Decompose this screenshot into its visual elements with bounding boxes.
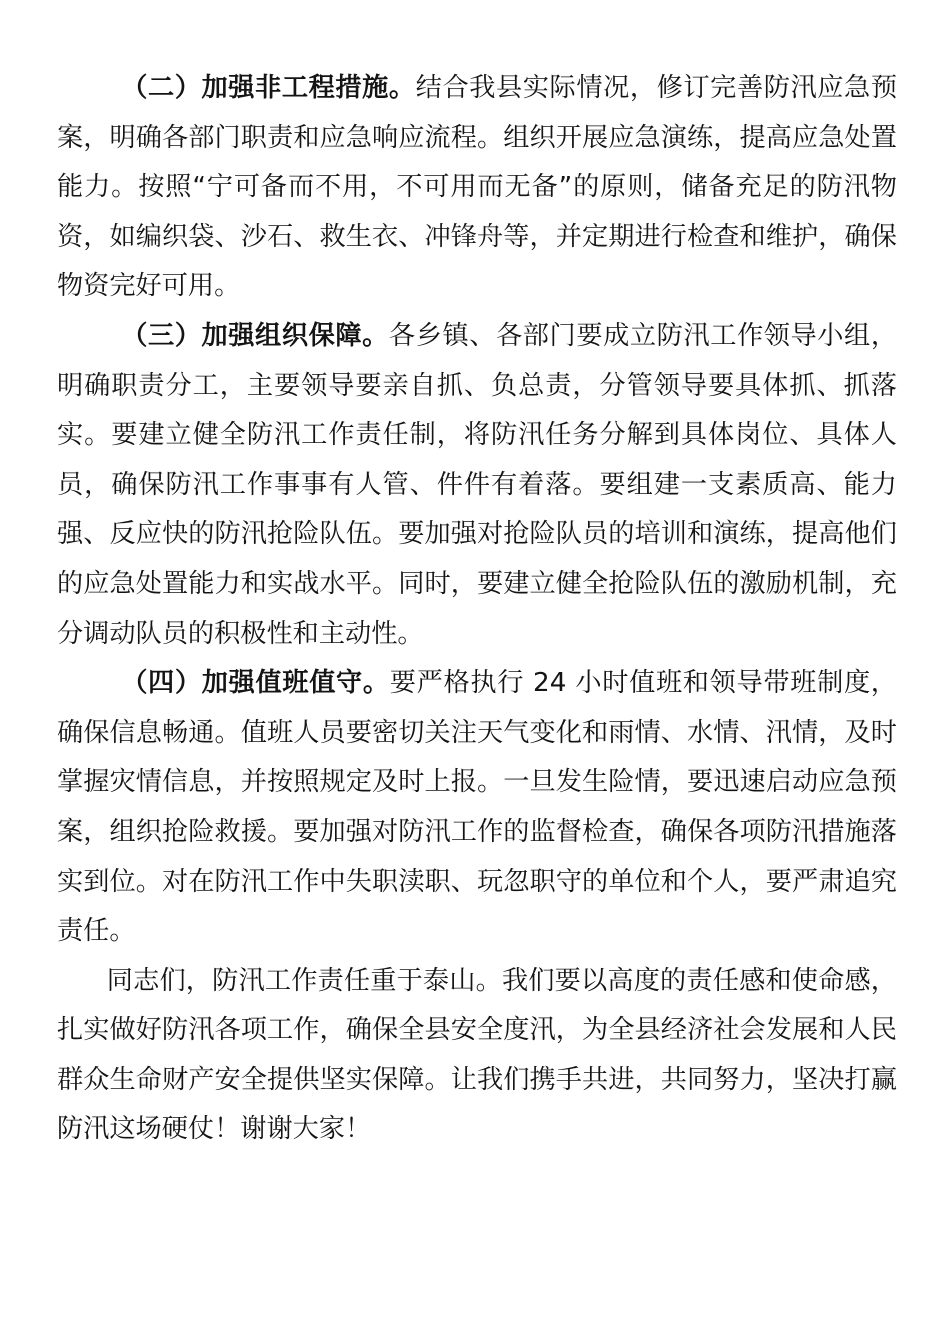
paragraph-body: 要严格执行 24 小时值班和领导带班制度，确保信息畅通。值班人员要密切关注天气变化和雨情、水情、汛情，及时掌握灾情信息，并按照规定及时上报。一旦发生险情，要迅速启动应急预案，组织抢险救援。要加强对防汛工作的监督检查，确保各项防汛措施落实到位。对在防汛工作中失职渎职、玩忽职守的单位和个人，要严肃追究责任。 [57, 668, 897, 947]
paragraph-body: 各乡镇、各部门要成立防汛工作领导小组，明确职责分工，主要领导要亲自抓、负总责，分管领导要具体抓、抓落实。要建立健全防汛工作责任制，将防汛任务分解到具体岗位、具体人员，确保防汛工作事事有人管、件件有着落。要组建一支素质高、能力强、反应快的防汛抢险队伍。要加强对抢险队员的培训和演练，提高他们的应急处置能力和实战水平。同时，要建立健全抢险队伍的激励机制，充分调动队员的积极性和主动性。 [57, 320, 898, 649]
paragraph-organization-guarantee [57, 312, 897, 659]
paragraph-non-engineering-measures [57, 64, 897, 312]
paragraph-body: 同志们，防汛工作责任重于泰山。我们要以高度的责任感和使命感，扎实做好防汛各项工作，确保全县安全度汛，为全县经济社会发展和人民群众生命财产安全提供坚实保障。让我们携手共进，共同努力，坚决打赢防汛这场硬仗！谢谢大家！ [57, 965, 897, 1145]
paragraph-closing-remarks [57, 957, 897, 1155]
paragraph-body: 结合我县实际情况，修订完善防汛应急预案，明确各部门职责和应急响应流程。组织开展应急演练，提高应急处置能力。按照“宁可备而不用，不可用而无备”的原则，储备充足的防汛物资，如编织袋、沙石、救生衣、冲锋舟等，并定期进行检查和维护，确保物资完好可用。 [57, 73, 898, 302]
paragraph-heading: （三）加强组织保障。 [121, 320, 389, 351]
paragraph-heading: （四）加强值班值守。 [121, 668, 390, 699]
document-page [57, 64, 897, 1155]
paragraph-duty-watch [57, 659, 897, 957]
paragraph-heading: （二）加强非工程措施。 [121, 73, 416, 103]
